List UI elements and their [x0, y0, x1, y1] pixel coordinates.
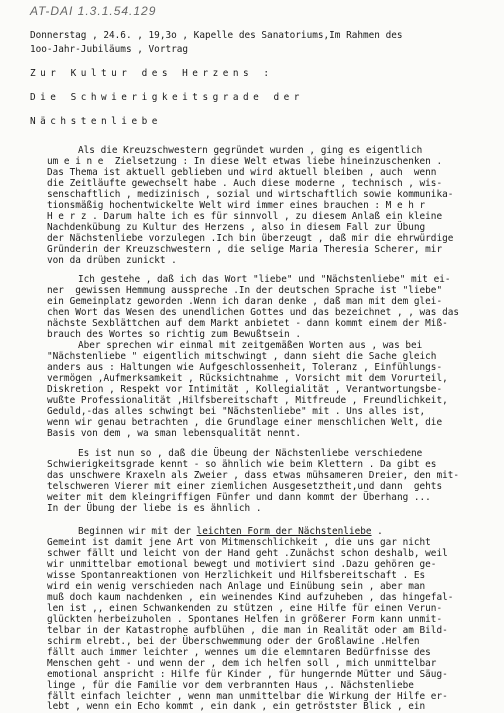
text-line: chen Wort das Wesen des unendlichen Gottes und das bezeichnet , , was das	[47, 307, 460, 318]
text-line: In der Übung der liebe is es ähnlich .	[47, 503, 262, 514]
text-line: wußte Professionalität ,Hilfsbereitschaft , Mitfreude , Freundlichkeit,	[47, 395, 448, 406]
text-line: die Zeitläufte gewechselt habe . Auch diese moderne , technisch , wis-	[47, 178, 443, 189]
header-line: Donnerstag , 24.6. , 19,3o , Kapelle des Sanatoriums,Im Rahmen des	[30, 30, 403, 41]
intro-end: .	[371, 526, 383, 537]
text-line: telschweren Vierer mit einer ziemlichen Ausgesetztheit,und dann gehts	[47, 481, 443, 492]
text-line: nächste Sexblättchen auf dem Markt anbietet - dann kommt einem der Miß-	[47, 318, 448, 329]
header-line: 1oo-Jahr-Jubiläums , Vortrag	[30, 44, 189, 55]
archive-stamp: AT-DAI 1.3.1.54.129	[30, 4, 157, 18]
text-line: Geduld,-das alles schwingt bei "Nächstenliebe" mit . Uns alles ist,	[47, 406, 426, 417]
title-line: Die Schwierigkeitsgrade der	[30, 92, 304, 103]
text-line: lebt , wenn ein Echo kommt , ein dank , ein getröstster Blick , ein	[47, 701, 426, 712]
text-line: weiter mit dem kleingriffigen Fünfer und dann kommt der Überhang ...	[47, 492, 431, 503]
text-line: ner gewissen Hemmung ausspreche .In der deutschen Sprache ist "liebe"	[47, 285, 443, 296]
text-line: tionsmäßig hochentwickelte Welt wird immer eines brauchen : M e h r	[47, 200, 426, 211]
text-line: wisse Spontanreaktionen von Herzlichkeit und Hilfsbereitschaft . Es	[47, 570, 426, 581]
text-line: Gründerin der Kreuzschwestern , die selige Maria Theresia Scherer, mir	[47, 244, 443, 255]
text-line: Das Thema ist aktuell geblieben und wird aktuell bleiben , auch wenn	[47, 167, 437, 178]
text-line: um e i n e Zielsetzung : In diese Welt etwas liebe hineinzuschenken .	[47, 156, 443, 167]
text-line: wir unmittelbar emotional bewegt und motiviert sind .Dazu gehören ge-	[47, 559, 437, 570]
title-line: Nächstenliebe	[30, 116, 162, 127]
text-line: muß doch kaum nachdenken , ein weinendes Kind aufzuheben , das hingefal-	[47, 592, 454, 603]
text-line: emotional anspricht : Hilfe für Kinder , für hungernde Mütter und Säug-	[47, 669, 448, 680]
text-line: ein Gemeinplatz geworden .Wenn ich daran denke , daß man mit dem glei-	[47, 296, 443, 307]
text-line: Diskretion , Respekt vor Intimität , Kollegialität , Verantwortungsbe-	[47, 384, 443, 395]
text-line: "Nächstenliebe " eigentlich mitschwingt , dann sieht die Sache gleich	[47, 351, 437, 362]
text-line: telbar in der Katastrophe aufblühen , die man in Realität oder am Bild-	[47, 625, 448, 636]
text-line: von da drüben zunickt .	[47, 255, 177, 266]
text-line: Menschen geht - und wenn der , dem ich helfen soll , mich unmittelbar	[47, 658, 437, 669]
text-line: Nachdenkübung zu Kultur des Herzens , also in diesem Fall zur Übung	[47, 222, 426, 233]
text-line: Gemeint ist damit jene Art von Mitmenschlichkeit , die uns gar nicht	[47, 537, 431, 548]
text-line: senschaftlich , medizinisch , sozial und wirtschaftlich sowie kommunika-	[47, 189, 454, 200]
text-line: brauch des Wortes so richtig zum Bewußtsein .	[47, 329, 301, 340]
text-line: der Nächstenliebe vorzulegen .Ich bin überzeugt , daß mir die ehrwürdige	[47, 233, 454, 244]
text-line: Schwierigkeitsgrade kennt - so ähnlich wie beim Klettern . Da gibt es	[47, 459, 437, 470]
underlined-heading: leichten Form der Nächstenliebe	[196, 526, 372, 537]
text-line: Es ist nun so , daß die Übeung der Nächstenliebe verschiedene	[78, 448, 423, 459]
text-line: Als die Kreuzschwestern gegründet wurden , ging es eigentlich	[78, 145, 423, 156]
text-line: Aber sprechen wir einmal mit zeitgemäßen Worten aus , was bei	[78, 340, 423, 351]
section-intro	[78, 527, 383, 537]
title-line: Zur Kultur des Herzens :	[30, 68, 274, 79]
text-line: fällt auch immer leichter , wennes um die elemntaren Bedürfnisse des	[47, 647, 431, 658]
text-line: Basis von dem , wa sman lebensqualität nennt.	[47, 428, 301, 439]
text-line: das unschwere Kraxeln als Zweier , dass etwas mühsameren Dreier, den mit-	[47, 470, 460, 481]
text-line: schwer fällt und leicht von der Hand geht .Zunächst schon deshalb, weil	[47, 548, 448, 559]
text-line: len ist ,, einen Schwankenden zu stützen , eine Hilfe für einen Verun-	[47, 603, 443, 614]
text-line: schirm elrebt., bei der Überschwemmung oder der Großlawine .Helfen	[47, 636, 420, 647]
text-line: Ich gestehe , daß ich das Wort "liebe" und "Nächstenliebe" mit ei-	[78, 274, 451, 285]
text-line: glückten herbeizuholen . Spontanes Helfen in größerer Form kann unmit-	[47, 614, 443, 625]
text-line: wenn wir genau betrachten , die Grundlage einer menschlichen Welt, die	[47, 417, 443, 428]
intro-text: Beginnen wir mit der	[78, 526, 191, 537]
text-line: linge , für die Familie vor dem verbrannten Haus ,. Nächstenliebe	[47, 680, 414, 691]
text-line: fällt einfach leichter , wenn man unmittelbar die Wirkung der Hilfe er-	[47, 691, 448, 702]
text-line: anders aus : Haltungen wie Aufgeschlossenheit, Toleranz , Einfühlungs-	[47, 362, 443, 373]
text-line: H e r z . Darum halte ich es für sinnvoll , zu diesem Anlaß ein kleine	[47, 211, 443, 222]
text-line: wird ein wenig verschieden nach Anlage und Einübung sein , aber man	[47, 581, 426, 592]
text-line: vermögen ,Aufmerksamkeit , Rücksichtnahme , Vorsicht mit dem Vorurteil,	[47, 373, 448, 384]
